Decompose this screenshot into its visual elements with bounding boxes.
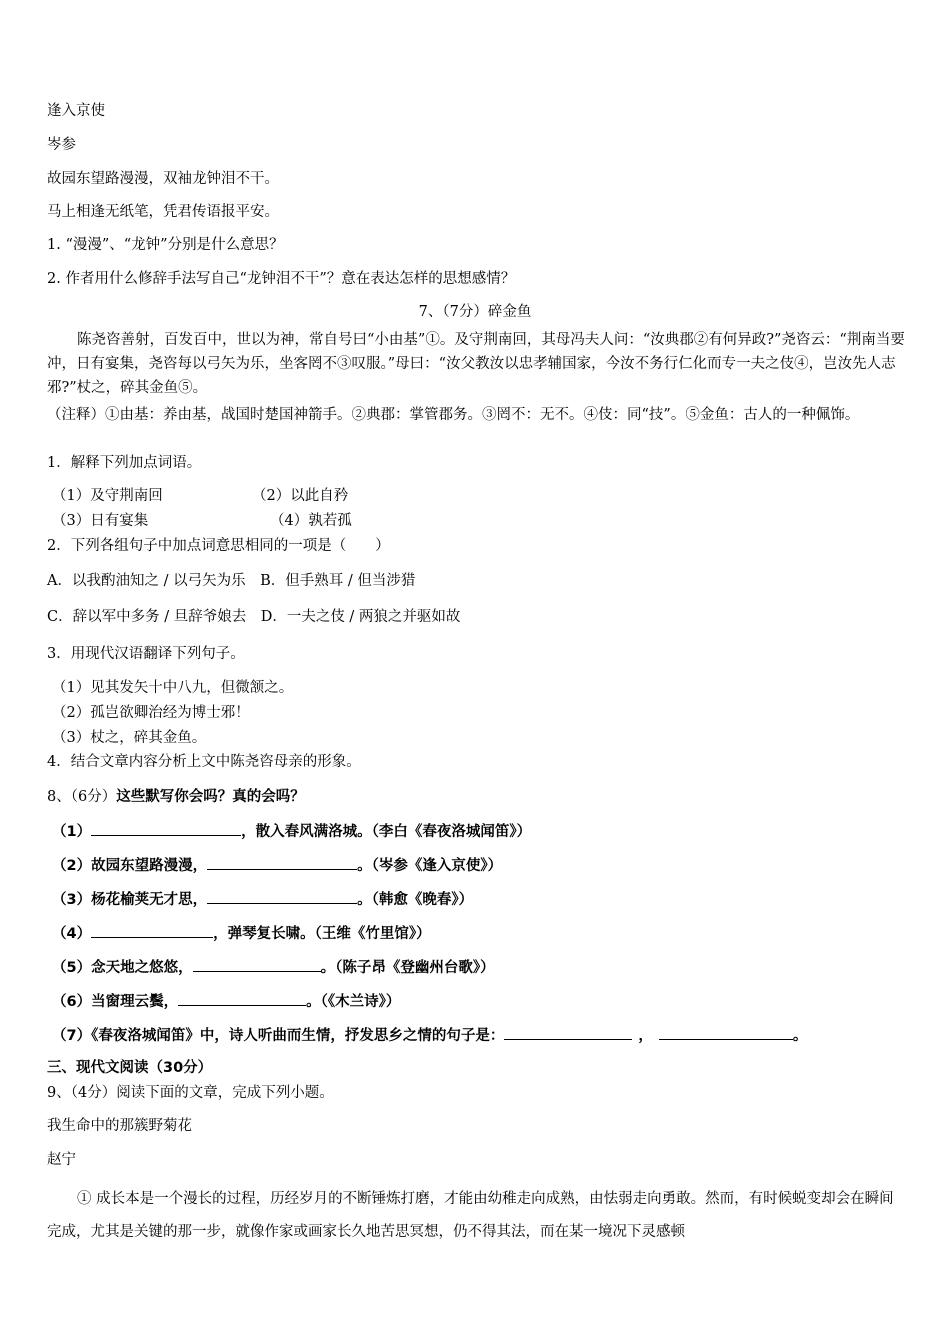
q8-item: （2）故园东望路漫漫， 。（岑参《逢入京使》） [52,855,502,876]
q8-item: （1） ，散入春风满洛城。（李白《春夜洛城闻笛》） [52,821,531,842]
q7-options-ab: A．以我酌油知之 / 以弓矢为乐 B．但手熟耳 / 但当涉猎 [47,573,416,589]
article-author: 赵宁 [47,1152,76,1168]
q7-translate: （2）孤岂欲卿治经为博士邪！ [52,705,250,721]
q7-translate: （3）杖之，碎其金鱼。 [52,730,207,746]
answer-blank[interactable] [193,957,321,972]
poem-title: 逢入京使 [47,103,105,119]
q7-sub1: 1．解释下列加点词语。 [47,455,202,471]
q7-sub2: 2．下列各组句子中加点词意思相同的一项是（ ） [47,538,390,554]
q7-sub3: 3．用现代汉语翻译下列句子。 [47,646,245,662]
q7-passage: 陈尧咨善射，百发百中，世以为神，常自号曰“小由基”①。及守荆南回，其母冯夫人问：“汝典郡②有何异政?”尧咨云：“荆南当要冲，日有宴集，尧咨每以弓矢为乐，坐客罔不③叹服。”母曰：“汝父教汝以忠孝辅国家，今汝不务行仁化而专一夫之伎④，岂汝先人志邪?”杖之，碎其金鱼⑤。 [47,332,905,396]
q8-item: （4） ，弹琴复长啸。（王维《竹里馆》） [52,923,431,944]
q8-item: （3）杨花榆荚无才思， 。（韩愈《晚春》） [52,889,473,910]
answer-blank[interactable] [91,923,213,938]
article-title: 我生命中的那簇野菊花 [47,1118,192,1134]
poem-line: 故园东望路漫漫，双袖龙钟泪不干。 [47,171,279,187]
answer-blank[interactable] [504,1025,632,1040]
poem-question: 1. “漫漫”、“龙钟”分别是什么意思？ [47,237,284,253]
q7-sub4: 4．结合文章内容分析上文中陈尧咨母亲的形象。 [47,754,361,770]
q7-translate: （1）见其发矢十中八九，但微颔之。 [52,680,294,696]
q7-word: （4）孰若孤 [270,513,352,529]
q7-notes: （注释）①由基：养由基，战国时楚国神箭手。②典郡：掌管郡务。③罔不：无不。④伎：同“技”。⑤金鱼：古人的一种佩饰。 [47,407,860,423]
article-paragraph: ① 成长本是一个漫长的过程，历经岁月的不断锤炼打磨，才能由幼稚走向成熟，由怯弱走向勇敢。然而，有时候蜕变却会在瞬间完成，尤其是关键的那一步，就像作家或画家长久地苦思冥想，仍不得其法，而在某一境况下灵感顿 [47,1191,894,1240]
q8-item: （6）当窗理云鬓， 。（《木兰诗》） [52,991,400,1012]
q8-heading [47,787,305,807]
poem-author: 岑参 [47,137,76,153]
q7-options-cd: C．辞以军中多务 / 旦辞爷娘去 D．一夫之伎 / 两狼之并驱如故 [47,609,461,625]
answer-blank[interactable] [659,1025,793,1040]
q7-word: （3）日有宴集 [52,513,149,529]
answer-blank[interactable] [207,889,357,904]
q7-word: （1）及守荆南回 [52,488,163,504]
q7-word: （2）以此自矜 [252,488,349,504]
q8-item: （5）念天地之悠悠， 。（陈子昂《登幽州台歌》） [52,957,495,978]
poem-line: 马上相逢无纸笔，凭君传语报平安。 [47,204,279,220]
section-heading: 三、现代文阅读（30分） [47,1060,213,1076]
answer-blank[interactable] [91,821,241,836]
q8-heading-num: 8、（6分） [47,789,117,805]
q8-item: （7）《春夜洛城闻笛》中，诗人听曲而生情，抒发思乡之情的句子是： ， 。 [52,1025,807,1046]
q8-heading-text: 这些默写你会吗？真的会吗？ [116,789,305,805]
poem-question: 2. 作者用什么修辞手法写自己“龙钟泪不干”？意在表达怎样的思想感情？ [47,271,516,287]
q9-heading: 9、（4分）阅读下面的文章，完成下列小题。 [47,1085,334,1101]
q7-heading: 7、（7分）碎金鱼 [418,304,532,320]
answer-blank[interactable] [207,855,357,870]
answer-blank[interactable] [178,991,306,1006]
